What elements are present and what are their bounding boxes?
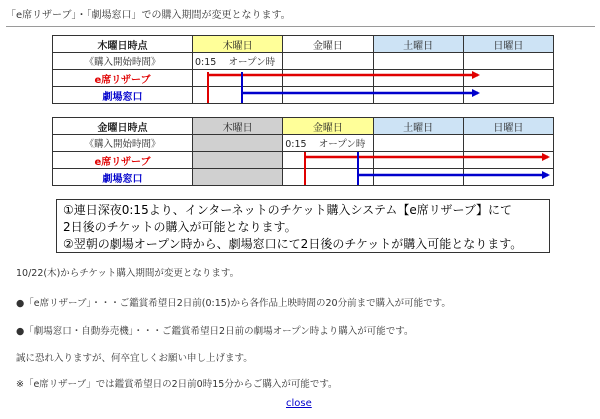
change-date-text: 10/22(木)からチケット購入期間が変更となります。 [16,268,240,279]
table2-head-label: 金曜日時点 [53,118,193,135]
table2-day-sun: 日曜日 [463,118,553,135]
window-rule-text: ●「劇場窓口・自動券売機」・・・ご鑑賞希望日2日前の劇場オープン時より購入が可能です。 [16,326,414,337]
table1-day-thu: 木曜日 [193,36,283,53]
table1-day-fri: 金曜日 [283,36,373,53]
table2-time-a: 0:15 [285,139,307,150]
apology-text: 誠に恐れ入りますが、何卒宜しくお願い申し上げます。 [16,353,253,364]
table2-day-thu: 木曜日 [193,118,283,135]
table1-day-sun: 日曜日 [463,36,553,53]
table2-time-b: オープン時 [318,139,366,150]
notice-box [56,199,550,253]
reserve-rule-text: ●「e席リザーブ」・・・ご鑑賞希望日2日前(0:15)から各作品上映時間の20分前まで購入が可能です。 [16,298,451,309]
table1-row-reserve: e席リザーブ [53,70,193,87]
table2-sub-label: 《購入開始時間》 [53,135,193,152]
table2-row-window: 劇場窓口 [53,169,193,186]
page-header-text: 「e席リザーブ」・「劇場窓口」での購入期間が変更となります。 [6,10,291,21]
reserve-note-text: ※「e席リザーブ」では鑑賞希望日の2日前0時15分からご購入が可能です。 [16,379,338,390]
table2-day-sat: 土曜日 [373,118,463,135]
table1-time-a: 0:15 [195,57,217,68]
notice-line: ①連日深夜0:15より、インターネットのチケット購入システム【e席リザーブ】にて [63,203,513,217]
table1-head-label: 木曜日時点 [53,36,193,53]
table1-row-window: 劇場窓口 [53,87,193,104]
notice-line: 2日後のチケットの購入が可能となります。 [63,220,297,234]
table1-day-sat: 土曜日 [373,36,463,53]
table1-sub-label: 《購入開始時間》 [53,53,193,70]
notice-line: ②翌朝の劇場オープン時から、劇場窓口にて2日後のチケットが購入可能となります。 [63,237,523,251]
table1-time-b: オープン時 [228,57,276,68]
close-link[interactable]: close [286,398,312,409]
table2-day-fri: 金曜日 [283,118,373,135]
table2-row-reserve: e席リザーブ [53,152,193,169]
